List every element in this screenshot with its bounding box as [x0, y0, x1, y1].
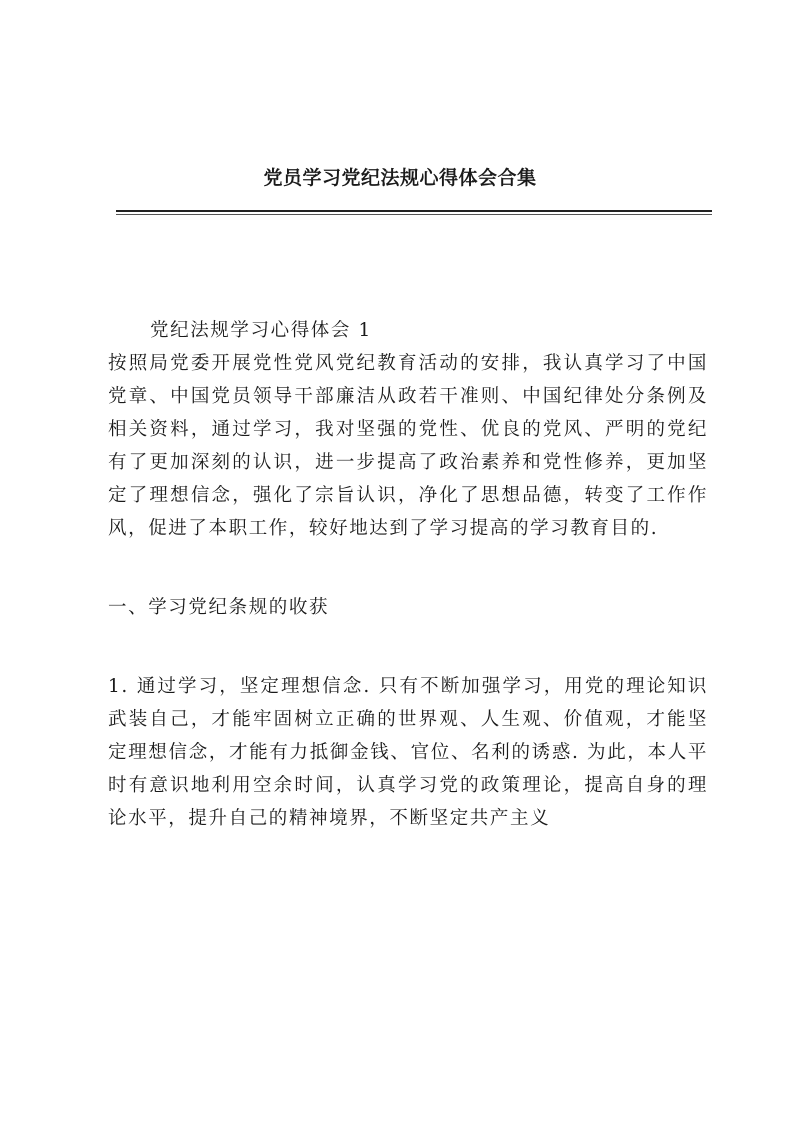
title-underline-thin	[116, 214, 712, 215]
section-heading: 党纪法规学习心得体会 1	[150, 320, 372, 341]
paragraph-spacer	[108, 545, 708, 591]
body-paragraph-1: 按照局党委开展党性党风党纪教育活动的安排，我认真学习了中国党章、中国党员领导干部廉洁从政若干准则、中国纪律处分条例及相关资料，通过学习，我对坚强的党性、优良的党风、严明的党纪有了更加深刻的认识，进一步提高了政治素养和党性修养，更加坚定了理想信念，强化了宗旨认识，净化了思想品德，转变了工作作风，促进了本职工作，较好地达到了学习提高的学习教育目的.	[108, 353, 708, 539]
paragraph-spacer	[108, 624, 708, 670]
heading-gains: 一、学习党纪条规的收获	[108, 597, 330, 618]
document-body	[108, 314, 708, 835]
body-paragraph-2: 1. 通过学习，坚定理想信念. 只有不断加强学习，用党的理论知识武装自己，才能牢固树立正确的世界观、人生观、价值观，才能坚定理想信念，才能有力抵御金钱、官位、名利的诱惑. 为此，本人平时有意识地利用空余时间，认真学习党的政策理论，提高自身的理论水平，提升自己的精神境界，不断坚定共产主义	[108, 676, 708, 829]
title-underline	[116, 210, 712, 212]
document-title: 党员学习党纪法规心得体会合集	[263, 167, 537, 189]
